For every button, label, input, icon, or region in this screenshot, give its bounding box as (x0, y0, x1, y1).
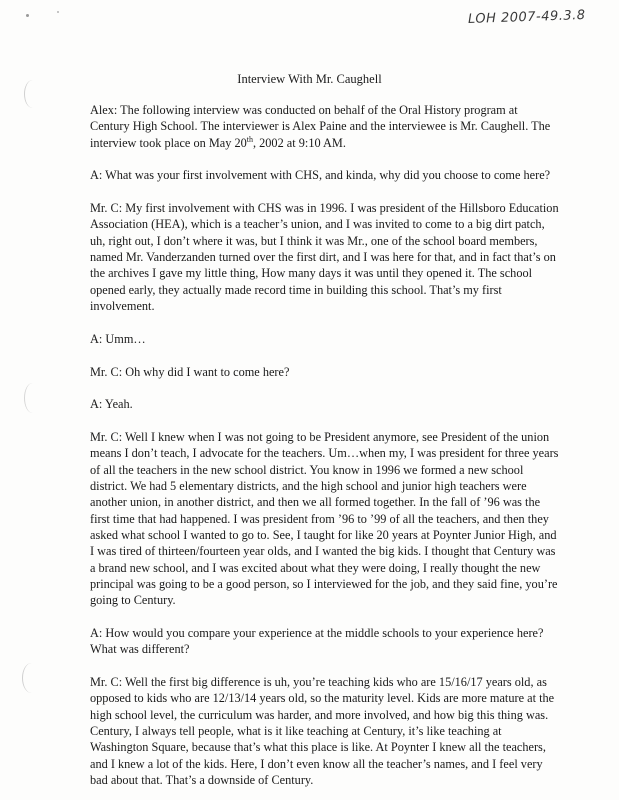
document-title: Interview With Mr. Caughell (237, 72, 382, 86)
answer-paragraph: Mr. C: Well the first big difference is uh, you’re teaching kids who are 15/16/17 years old, as opposed to kids who are 12/13/14 years old, so the maturity level. Kids are more mature at the high school level, the curriculum was harder, and more involved, and how big this thing was. Century, I always tell people, what is it like teaching at Century, it’s like teaching at Washington Square, because that’s what this place is like. At Poynter I knew all the teachers, and I knew a lot of the kids. Here, I don’t even know all the teacher’s names, and I feel very bad about that. That’s a downside of Century. (90, 675, 555, 787)
hole-punch-shadow (24, 383, 41, 413)
intro-text: Alex: The following interview was conducted on behalf of the Oral History program at Century High School. The interviewer is Alex Paine and the interviewee is Mr. Caughell. The interview took place on May 20 (90, 103, 551, 150)
answer-paragraph: Mr. C: My first involvement with CHS was in 1996. I was president of the Hillsboro Education Association (HEA), which is a teacher’s union, and I was invited to come to a big dirt patch, uh, right out, I don’t where it was, but I think it was Mr., one of the school board members, named Mr. Vanderzanden turned over the first dirt, and I was here for that, and in fact that’s on the archives I gave my little thing, How many days it was until they opened it. The school opened early, they actually made record time in building this school. That’s my first involvement. (90, 201, 559, 313)
accession-number: LOH 2007-49.3.8 (467, 7, 586, 28)
scan-speck (26, 14, 29, 17)
intro-superscript: th (246, 134, 253, 144)
intro-paragraph (90, 102, 560, 151)
answer-paragraph: Mr. C: Well I knew when I was not going to be President anymore, see President of the union means I don’t teach, I advocate for the teachers. Um…when my, I was president for three years of all the teachers in the new school district. You know in 1996 we formed a new school district. We had 5 elementary districts, and the high school and junior high teachers were another union, in another district, and then we all formed together. In the fall of ’96 was the first time that had happened. I was president from ’96 to ’99 of all the teachers, and then they asked what school I wanted to go to. See, I taught for like 20 years at Poynter Junior High, and I was tired of thirteen/fourteen year olds, and I wanted the big kids. I thought that Century was a brand new school, and I was excited about what they were doing, I really thought the new principal was going to be a good person, so I interviewed for the job, and they said fine, you’re going to Century. (90, 430, 559, 608)
question-paragraph: A: Umm… (90, 331, 146, 346)
transcript-body (90, 102, 560, 805)
question-paragraph: A: How would you compare your experience at the middle schools to your experience here? What was different? (90, 625, 544, 657)
answer-paragraph: Mr. C: Oh why did I want to come here? (90, 364, 290, 379)
intro-text-end: , 2002 at 9:10 AM. (252, 135, 346, 150)
question-paragraph: A: What was your first involvement with CHS, and kinda, why did you choose to come here? (90, 168, 551, 183)
scan-speck (57, 11, 59, 13)
question-paragraph: A: Yeah. (90, 397, 133, 412)
hole-punch-shadow (22, 663, 41, 693)
